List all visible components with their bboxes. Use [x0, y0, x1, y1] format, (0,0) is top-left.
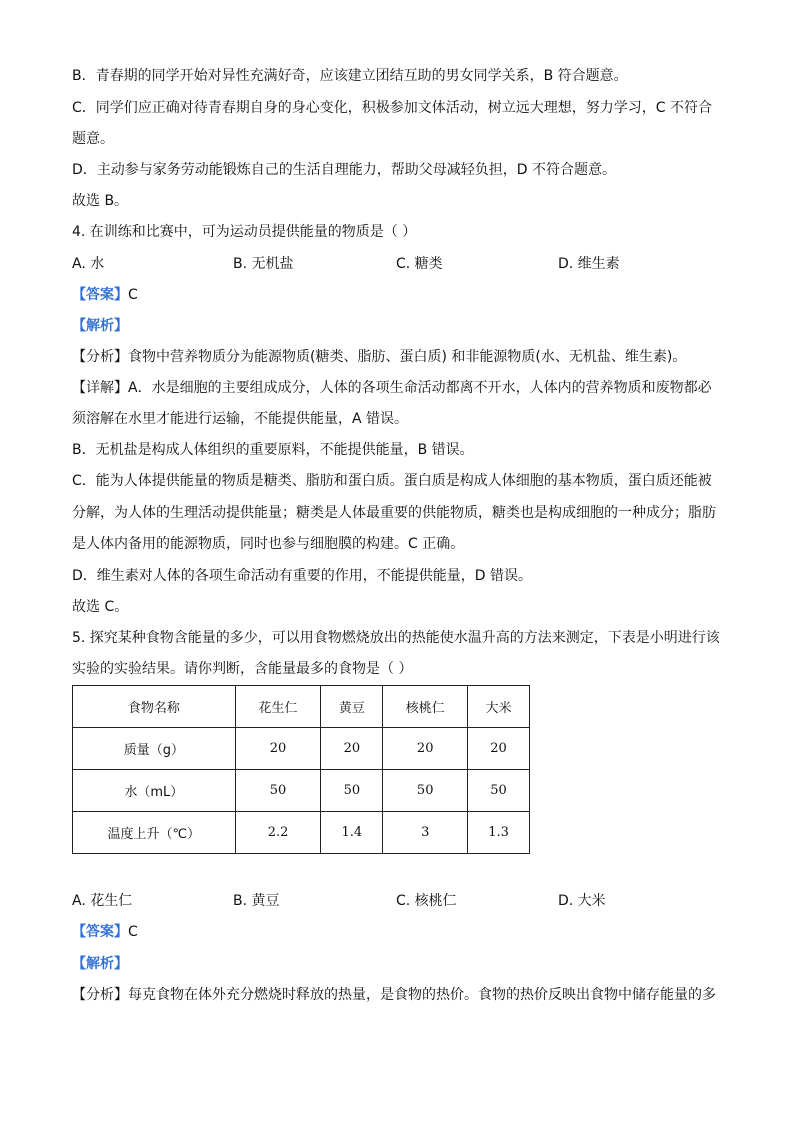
analysis-tag: 【解析】: [72, 318, 128, 334]
q4-detail-c-line2: 分解，为人体的生理活动提供能量；糖类是人体最重要的供能物质，糖类也是构成细胞的一种成分；脂肪: [72, 505, 716, 521]
analysis-tag: 【解析】: [72, 956, 128, 972]
q4-fenxi: [72, 347, 686, 367]
q4-detail-b: B．无机盐是构成人体组织的重要原料，不能提供能量，B 错误。: [72, 442, 474, 458]
q3-option-c-explanation-line1: C．同学们应正确对待青春期自身的身心变化，积极参加文体活动，树立远大理想，努力学习，C 不符合: [72, 100, 712, 116]
table-cell: 20: [468, 728, 530, 770]
q3-option-d-explanation: D．主动参与家务劳动能锻炼自己的生活自理能力，帮助父母减轻负担，D 不符合题意。: [72, 162, 617, 178]
q5-option-a: A. 花生仁: [72, 893, 133, 909]
q5-option-b: B. 黄豆: [233, 893, 280, 909]
table-cell: 20: [235, 728, 321, 770]
table-cell: 50: [235, 770, 321, 812]
answer-tag: 【答案】: [72, 287, 128, 303]
table-header-cell: 大米: [468, 686, 530, 728]
xiangjie-tag: 【详解】: [72, 380, 128, 396]
table-cell: 3: [383, 812, 468, 854]
q5-option-c: C. 核桃仁: [396, 893, 457, 909]
q5-fenxi: [72, 985, 716, 1005]
q4-detail-a-line2: 须溶解在水里才能进行运输，不能提供能量，A 错误。: [72, 411, 409, 427]
fenxi-tag: 【分析】: [72, 987, 128, 1003]
table-row-label: 水（mL）: [73, 770, 236, 812]
q5-stem-line1: 5. 探究某种食物含能量的多少，可以用食物燃烧放出的热能使水温升高的方法来测定，下表是小明进行该: [72, 630, 720, 646]
table-header-cell: 食物名称: [73, 686, 236, 728]
q4-option-c: C. 糖类: [396, 256, 443, 272]
q5-stem-line2: 实验的实验结果。请你判断，含能量最多的食物是（ ）: [72, 661, 413, 677]
table-header-cell: 花生仁: [235, 686, 321, 728]
q5-answer: [72, 922, 138, 942]
table-header-cell: 核桃仁: [383, 686, 468, 728]
q4-detail-c-line3: 是人体内备用的能源物质，同时也参与细胞膜的构建。C 正确。: [72, 536, 465, 552]
q4-analysis-heading: [72, 316, 128, 336]
table-cell: 50: [321, 770, 383, 812]
table-row-label: 质量（g）: [73, 728, 236, 770]
table-cell: 2.2: [235, 812, 321, 854]
table-cell: 1.3: [468, 812, 530, 854]
answer-value: C: [128, 924, 138, 940]
q5-option-d: D. 大米: [558, 893, 606, 909]
answer-tag: 【答案】: [72, 924, 128, 940]
q4-detail-c-line1: C．能为人体提供能量的物质是糖类、脂肪和蛋白质。蛋白质是构成人体细胞的基本物质，蛋白质还能被: [72, 473, 712, 489]
table-row-label: 温度上升（℃）: [73, 812, 236, 854]
q5-analysis-heading: [72, 954, 128, 974]
detail-a-text: A．水是细胞的主要组成成分，人体的各项生命活动都离不开水，人体内的营养物质和废物都必: [128, 380, 712, 396]
table-header-cell: 黄豆: [321, 686, 383, 728]
table-row: [73, 770, 530, 812]
q3-option-c-explanation-line2: 题意。: [72, 131, 114, 147]
table-row: [73, 728, 530, 770]
table-row: [73, 812, 530, 854]
fenxi-text: 食物中营养物质分为能源物质(糖类、脂肪、蛋白质) 和非能源物质(水、无机盐、维生素)。: [128, 349, 687, 365]
table-cell: 50: [383, 770, 468, 812]
q4-option-b: B. 无机盐: [233, 256, 294, 272]
table-cell: 50: [468, 770, 530, 812]
q3-choice: 故选 B。: [72, 193, 129, 209]
fenxi-text: 每克食物在体外充分燃烧时释放的热量，是食物的热价。食物的热价反映出食物中储存能量的多: [128, 987, 716, 1003]
q4-choice: 故选 C。: [72, 599, 129, 615]
q4-option-d: D. 维生素: [558, 256, 620, 272]
table-header-row: [73, 686, 530, 728]
table-cell: 1.4: [321, 812, 383, 854]
fenxi-tag: 【分析】: [72, 349, 128, 365]
table-cell: 20: [321, 728, 383, 770]
experiment-results-table: [72, 685, 530, 854]
answer-value: C: [128, 287, 138, 303]
q4-option-a: A. 水: [72, 256, 105, 272]
table-cell: 20: [383, 728, 468, 770]
q4-detail-a-line1: [72, 378, 712, 398]
q4-answer: [72, 285, 138, 305]
q4-stem: 4. 在训练和比赛中，可为运动员提供能量的物质是（ ）: [72, 224, 417, 240]
q4-detail-d: D．维生素对人体的各项生命活动有重要的作用，不能提供能量，D 错误。: [72, 568, 533, 584]
q3-option-b-explanation: B．青春期的同学开始对异性充满好奇，应该建立团结互助的男女同学关系，B 符合题意。: [72, 68, 628, 84]
